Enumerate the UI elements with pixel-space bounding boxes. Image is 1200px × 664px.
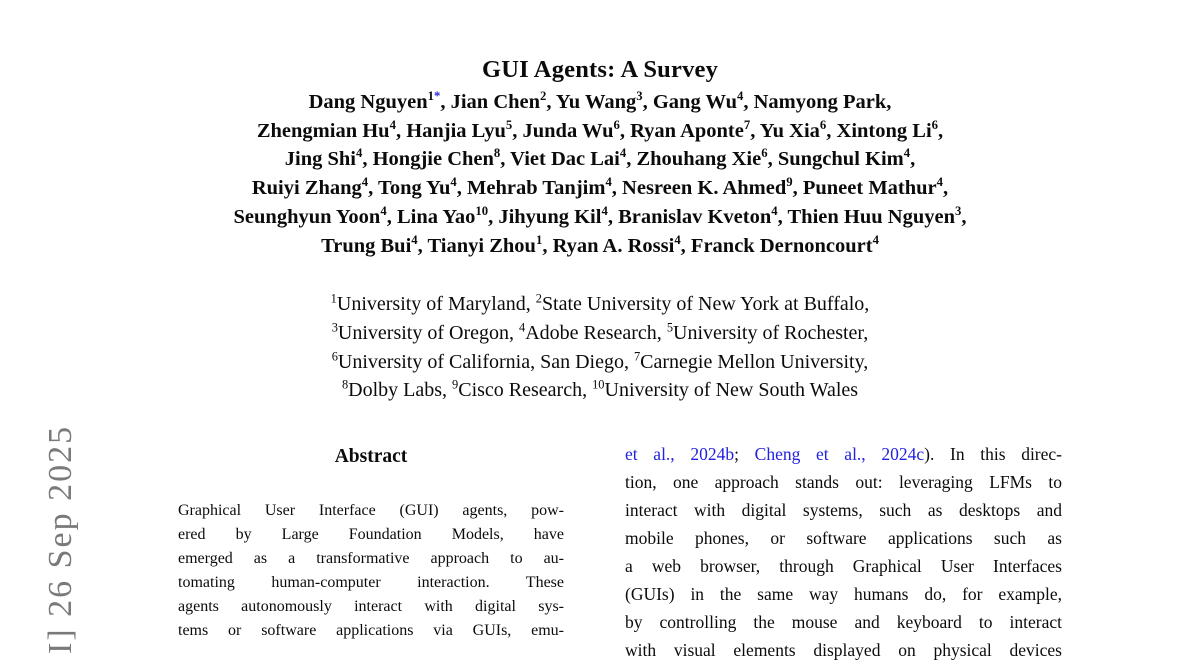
text-span: 2	[535, 291, 542, 306]
affiliation-block	[0, 290, 1200, 405]
text-span: , Nesreen K. Ahmed	[611, 177, 787, 200]
text-span: ). In this direc-	[924, 444, 1062, 464]
text-span: 6	[761, 146, 768, 161]
text-span: 4	[619, 146, 627, 161]
text-span: (GUIs) in the same way humans do, for example,	[625, 584, 1062, 604]
author-line	[0, 203, 1200, 232]
text-span: Dang Nguyen	[308, 91, 428, 113]
text-span: University of Maryland,	[336, 293, 536, 315]
text-span: 10	[592, 377, 605, 392]
right-column-text	[625, 440, 1062, 664]
text-span: University of Rochester,	[673, 321, 869, 344]
text-span: 4	[389, 117, 396, 132]
text-span: , Viet Dac Lai	[500, 148, 620, 171]
body-text-line	[625, 496, 1062, 524]
text-span: Trung Bui	[321, 234, 412, 257]
text-span: , Hanjia Lyu	[395, 119, 506, 142]
text-span: 3	[331, 320, 338, 335]
text-span: ,	[910, 148, 916, 171]
text-span: , Sungchul Kim	[767, 148, 904, 171]
text-span: tomating human-computer interaction. These	[178, 574, 564, 591]
text-span: 2	[540, 89, 547, 104]
text-span: 4	[518, 320, 526, 335]
arxiv-watermark: I] 26 Sep 2025	[42, 424, 79, 654]
text-span: 3	[636, 89, 643, 104]
text-span: 9	[786, 175, 793, 190]
text-span: Ruiyi Zhang	[251, 177, 362, 200]
abstract-heading: Abstract	[334, 446, 408, 467]
text-span: 5	[505, 117, 513, 132]
text-span: 10	[475, 203, 489, 218]
text-span: tems or software applications via GUIs, emu-	[178, 622, 564, 639]
body-text-line	[625, 440, 1062, 468]
text-span: interact with digital systems, such as desktops and	[625, 500, 1062, 520]
text-span: Carnegie Mellon University,	[640, 350, 869, 373]
text-span: ,	[943, 177, 949, 200]
abstract-line	[178, 523, 564, 547]
text-span: 4	[605, 175, 612, 190]
text-span: Seunghyun Yoon	[233, 205, 381, 228]
body-text-line	[625, 580, 1062, 608]
text-span: , Ryan A. Rossi	[542, 234, 675, 257]
author-line	[0, 88, 1200, 117]
text-span: , Yu Xia	[750, 119, 820, 142]
text-span: University of New South Wales	[604, 379, 859, 402]
text-span: , Ryan Aponte	[619, 119, 744, 142]
affiliation-line	[0, 376, 1200, 405]
abstract-text	[178, 499, 564, 643]
abstract-line	[178, 547, 564, 571]
text-span: , Puneet Mathur	[792, 177, 937, 200]
text-span: 4	[356, 146, 363, 161]
body-text-line	[625, 524, 1062, 552]
text-span: , Mehrab Tanjim	[456, 177, 606, 200]
text-span: 1	[330, 291, 337, 306]
text-span: Adobe Research,	[525, 321, 667, 344]
text-span: 4	[361, 175, 369, 190]
text-span: Jing Shi	[284, 148, 356, 171]
paper-title: GUI Agents: A Survey	[481, 56, 719, 84]
text-span: , Yu Wang	[546, 91, 637, 113]
abstract-line	[178, 571, 564, 595]
text-span: , Tong Yu	[368, 177, 451, 200]
text-span: 4	[450, 175, 457, 190]
text-span: 7	[633, 348, 641, 363]
text-span: , Zhouhang Xie	[626, 148, 762, 171]
body-text-line	[625, 552, 1062, 580]
text-span: Zhengmian Hu	[256, 119, 390, 142]
body-text-line	[625, 608, 1062, 636]
text-span: 8	[341, 377, 349, 392]
text-span: 3	[954, 203, 962, 218]
text-span: University of Oregon,	[337, 321, 519, 344]
text-span: , Gang Wu	[642, 91, 737, 113]
text-span: 6	[931, 117, 939, 132]
affiliation-line	[0, 290, 1200, 319]
text-span: 5	[666, 320, 674, 335]
citation-link[interactable]: Cheng et al., 2024c	[754, 444, 925, 464]
text-span: 4	[903, 146, 911, 161]
text-span: , Tianyi Zhou	[417, 234, 536, 257]
text-span: ;	[734, 444, 755, 464]
text-span: Graphical User Interface (GUI) agents, pow-	[178, 502, 564, 519]
author-line	[0, 117, 1200, 146]
text-span: emerged as a transformative approach to au-	[178, 550, 564, 567]
author-line	[0, 145, 1200, 174]
affiliation-line	[0, 348, 1200, 377]
text-span: a web browser, through Graphical User Interfaces	[625, 556, 1062, 576]
author-line	[0, 174, 1200, 203]
text-span: , Namyong Park,	[743, 91, 892, 113]
body-text-line	[625, 636, 1062, 664]
text-span: 4	[771, 203, 778, 218]
text-span: , Lina Yao	[386, 205, 476, 228]
abstract-line	[178, 499, 564, 523]
text-span: , Branislav Kveton	[607, 205, 772, 228]
text-span: , Thien Huu Nguyen	[777, 205, 955, 228]
text-span: Cisco Research,	[458, 379, 593, 402]
text-span: 8	[493, 146, 501, 161]
text-span: , Jian Chen	[440, 91, 541, 113]
text-span: , Junda Wu	[512, 119, 614, 142]
text-span: , Xintong Li	[826, 119, 932, 142]
text-span: 6	[613, 117, 620, 132]
text-span: mobile phones, or software applications such as	[625, 528, 1062, 548]
text-span: agents autonomously interact with digital sys-	[178, 598, 564, 615]
text-span: ,	[938, 119, 944, 142]
author-line	[0, 232, 1200, 261]
text-span: , Jihyung Kil	[488, 205, 602, 228]
text-span: , Franck Dernoncourt	[680, 234, 873, 257]
text-span: ,	[961, 205, 967, 228]
body-text-line	[625, 468, 1062, 496]
text-span: with visual elements displayed on physical devices	[625, 640, 1062, 660]
text-span: 6	[331, 348, 338, 363]
abstract-line	[178, 595, 564, 619]
text-span: 4	[936, 175, 944, 190]
text-span: 7	[743, 117, 751, 132]
text-span: tion, one approach stands out: leveraging LFMs to	[625, 472, 1062, 492]
text-span: 1	[535, 232, 543, 247]
text-span: 9	[452, 377, 459, 392]
text-span: ered by Large Foundation Models, have	[178, 526, 564, 543]
text-span: by controlling the mouse and keyboard to interact	[625, 612, 1062, 632]
text-span: State University of New York at Buffalo,	[541, 293, 870, 315]
text-span: 4	[380, 203, 387, 218]
text-span: 1	[427, 89, 434, 104]
citation-link[interactable]: et al., 2024b	[625, 444, 735, 464]
author-block	[0, 88, 1200, 260]
text-span: 4	[411, 232, 418, 247]
left-column	[178, 446, 564, 643]
affiliation-line	[0, 319, 1200, 348]
text-span: 4	[872, 232, 879, 247]
text-span: 4	[601, 203, 608, 218]
text-span: 4	[674, 232, 681, 247]
text-span: , Hongjie Chen	[362, 148, 494, 171]
text-span: 4	[736, 89, 744, 104]
abstract-line	[178, 619, 564, 643]
text-span: Dolby Labs,	[348, 379, 453, 402]
text-span: 6	[819, 117, 827, 132]
footnote-asterisk[interactable]: *	[433, 89, 441, 104]
text-span: University of California, San Diego,	[337, 350, 634, 373]
